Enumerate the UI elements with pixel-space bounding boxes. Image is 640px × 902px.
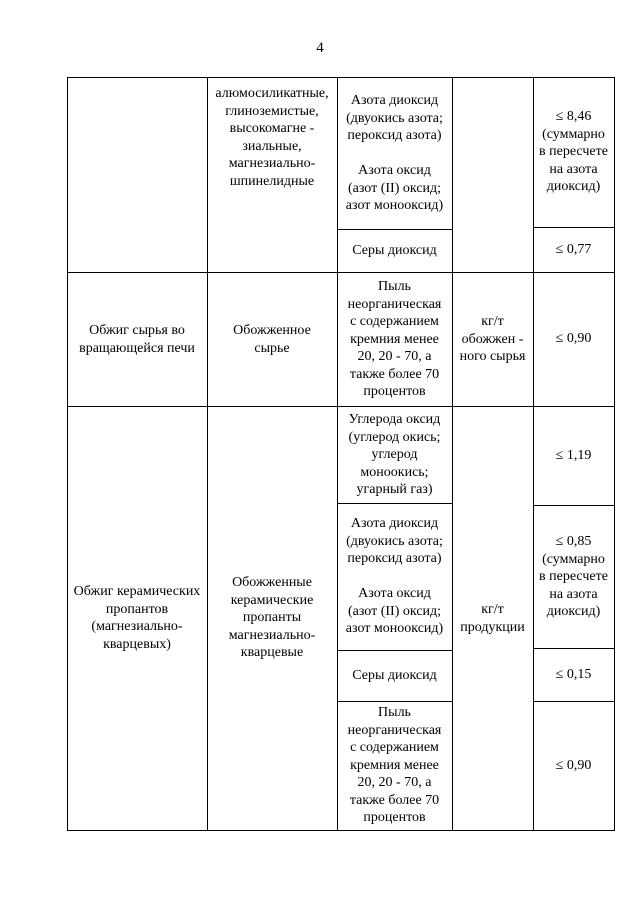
emission-value-cell: ≤ 0,90 [555, 331, 592, 346]
product-cell: алюмосиликатные, глиноземистые, высокомагне - зиальные, магнезиально- шпинелидные [215, 86, 329, 189]
emission-value-cell: ≤ 8,46 (суммарно в пересчете на азота диоксид) [539, 109, 608, 194]
substance-name-cell: Пыль неорганическая с содержанием кремния менее 20, 20 - 70, а также более 70 процентов [347, 279, 442, 399]
emission-value-cell: ≤ 0,15 [555, 667, 592, 682]
substance-separator [337, 701, 453, 702]
table-top-border [67, 77, 615, 78]
value-separator [533, 701, 615, 702]
substance-name-cell: Азота диоксид (двуокись азота; пероксид азота) Азота оксид (азот (II) оксид; азот монооксид) [345, 516, 444, 636]
table-vline-5 [614, 77, 615, 830]
table-bottom-border [67, 830, 615, 831]
value-separator [533, 227, 615, 228]
emission-value-cell: ≤ 1,19 [555, 448, 592, 463]
substance-separator [337, 503, 453, 504]
table-vline-4 [533, 77, 534, 830]
table-vline-3 [452, 77, 453, 830]
unit-cell [454, 166, 531, 184]
substance-separator [337, 229, 453, 230]
unit-cell: кг/т продукции [460, 602, 525, 635]
table-vline-2 [337, 77, 338, 830]
table-vline-0 [67, 77, 68, 830]
product-cell: Обожженное сырье [233, 323, 311, 356]
process-cell: Обжиг керамических пропантов (магнезиально- кварцевых) [73, 584, 201, 652]
substance-separator [337, 650, 453, 651]
substance-name-cell: Серы диоксид [352, 243, 437, 258]
table-vline-1 [207, 77, 208, 830]
row-separator [67, 406, 615, 407]
emission-value-cell: ≤ 0,90 [555, 758, 592, 773]
process-cell: Обжиг сырья во вращающейся печи [79, 323, 195, 356]
page-number: 4 [316, 40, 324, 56]
product-cell: Обожженные керамические пропанты магнезиально- кварцевые [228, 575, 316, 660]
row-separator [67, 272, 615, 273]
emission-value-cell: ≤ 0,77 [555, 242, 592, 257]
substance-name-cell: Углерода оксид (углерод окись; углерод моноокись; угарный газ) [348, 412, 441, 497]
substance-name-cell: Серы диоксид [352, 668, 437, 683]
substance-name-cell: Азота диоксид (двуокись азота; пероксид азота) Азота оксид (азот (II) оксид; азот монооксид) [345, 93, 444, 213]
unit-cell: кг/т обожжен - ного сырья [459, 314, 526, 364]
emission-value-cell: ≤ 0,85 (суммарно в пересчете на азота диоксид) [539, 534, 608, 619]
process-cell [69, 166, 205, 184]
value-separator [533, 505, 615, 506]
substance-name-cell: Пыль неорганическая с содержанием кремния менее 20, 20 - 70, а также более 70 процентов [347, 705, 442, 825]
value-separator [533, 648, 615, 649]
